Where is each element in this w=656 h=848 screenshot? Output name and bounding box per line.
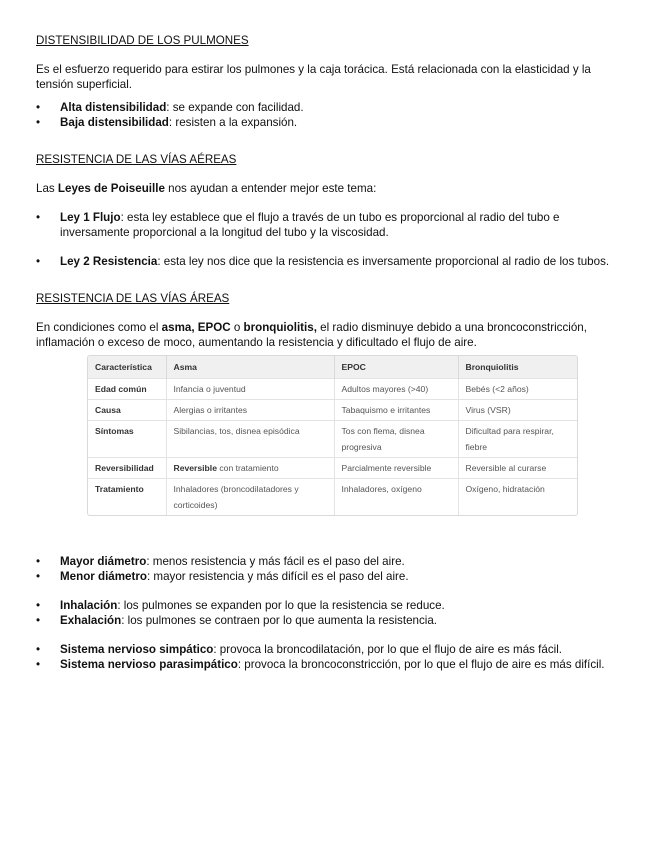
table-cell: Sibilancias, tos, disnea episódica bbox=[166, 421, 334, 458]
table-cell: Parcialmente reversible bbox=[334, 458, 458, 479]
table-row bbox=[88, 458, 577, 479]
list-item bbox=[36, 642, 628, 657]
term: Mayor diámetro bbox=[60, 555, 147, 568]
section3-intro bbox=[36, 320, 628, 350]
list-item bbox=[36, 100, 628, 115]
row-label: Síntomas bbox=[88, 421, 166, 458]
table-cell: Infancia o juventud bbox=[166, 379, 334, 400]
intro-text: Las bbox=[36, 182, 58, 195]
table-cell: Oxígeno, hidratación bbox=[458, 479, 577, 516]
table-cell: Reversible al curarse bbox=[458, 458, 577, 479]
table-cell: Tos con flema, disnea progresiva bbox=[334, 421, 458, 458]
definition: : los pulmones se expanden por lo que la resistencia se reduce. bbox=[117, 599, 445, 612]
document-page bbox=[36, 33, 628, 672]
definition: : esta ley establece que el flujo a través de un tubo es proporcional al radio del tubo e inversamente proporcional a la longitud del tubo y la viscosidad. bbox=[60, 211, 560, 239]
list-item bbox=[36, 115, 628, 130]
term: Exhalación bbox=[60, 614, 122, 627]
list-item bbox=[36, 569, 628, 584]
definition: : se expande con facilidad. bbox=[166, 101, 304, 114]
table-row bbox=[88, 400, 577, 421]
column-header: EPOC bbox=[334, 356, 458, 379]
table-row bbox=[88, 379, 577, 400]
column-header: Bronquiolitis bbox=[458, 356, 577, 379]
definition: : provoca la broncodilatación, por lo que el flujo de aire es más fácil. bbox=[213, 643, 563, 656]
list-item bbox=[36, 210, 628, 240]
column-header: Característica bbox=[88, 356, 166, 379]
definition: : los pulmones se contraen por lo que aumenta la resistencia. bbox=[121, 614, 438, 627]
intro-text: nos ayudan a entender mejor este tema: bbox=[164, 182, 377, 195]
definition: : esta ley nos dice que la resistencia es inversamente proporcional al radio de los tubos. bbox=[157, 255, 610, 268]
list-item bbox=[36, 598, 628, 613]
row-label: Reversibilidad bbox=[88, 458, 166, 479]
table-row bbox=[88, 479, 577, 516]
comparison-table-wrapper bbox=[87, 355, 578, 516]
intro-text: el radio disminuye debido a una broncoconstricción, inflamación o exceso de moco, aumentando la resistencia y dificultado el flujo de aire. bbox=[36, 321, 587, 349]
definition: : resisten a la expansión. bbox=[168, 116, 298, 129]
table-cell: Virus (VSR) bbox=[458, 400, 577, 421]
intro-text: En condiciones como el bbox=[36, 321, 162, 334]
section-heading-resistencia-areas: RESISTENCIA DE LAS VÍAS ÁREAS bbox=[36, 292, 230, 305]
table-cell: Bebés (<2 años) bbox=[458, 379, 577, 400]
poiseuille-law-1 bbox=[36, 210, 628, 240]
term: Sistema nervioso parasimpático bbox=[60, 658, 238, 671]
cell-bold: Reversible bbox=[173, 463, 217, 473]
intro-bold: Leyes de Poiseuille bbox=[57, 182, 165, 195]
row-label: Tratamiento bbox=[88, 479, 166, 516]
list-item bbox=[36, 657, 628, 672]
table-cell: Tabaquismo e irritantes bbox=[334, 400, 458, 421]
comparison-table bbox=[88, 356, 577, 515]
term: Ley 1 Flujo bbox=[60, 211, 121, 224]
distensibilidad-list bbox=[36, 100, 628, 130]
term: Ley 2 Resistencia bbox=[60, 255, 158, 268]
poiseuille-law-2 bbox=[36, 254, 628, 269]
table-cell: Dificultad para respirar, fiebre bbox=[458, 421, 577, 458]
term: Baja distensibilidad bbox=[60, 116, 169, 129]
term: Menor diámetro bbox=[60, 570, 147, 583]
section1-intro: Es el esfuerzo requerido para estirar los pulmones y la caja torácica. Está relacionada con la elasticidad y la tensión superficial. bbox=[36, 63, 591, 91]
list-item bbox=[36, 613, 628, 628]
term: Inhalación bbox=[60, 599, 118, 612]
table-cell: Inhaladores, oxígeno bbox=[334, 479, 458, 516]
table-cell: Alergias o irritantes bbox=[166, 400, 334, 421]
table-header-row bbox=[88, 356, 577, 379]
section-heading-distensibilidad: DISTENSIBILIDAD DE LOS PULMONES bbox=[36, 34, 249, 47]
intro-text: o bbox=[230, 321, 244, 334]
breathing-list bbox=[36, 598, 628, 628]
row-label: Causa bbox=[88, 400, 166, 421]
definition: : provoca la broncoconstricción, por lo que el flujo de aire es más difícil. bbox=[237, 658, 605, 671]
nervous-system-list bbox=[36, 642, 628, 672]
term: Alta distensibilidad bbox=[60, 101, 167, 114]
table-cell bbox=[166, 458, 334, 479]
diameter-list bbox=[36, 554, 628, 584]
row-label: Edad común bbox=[88, 379, 166, 400]
definition: : menos resistencia y más fácil es el paso del aire. bbox=[146, 555, 405, 568]
column-header: Asma bbox=[166, 356, 334, 379]
list-item bbox=[36, 254, 628, 269]
table-row bbox=[88, 421, 577, 458]
intro-bold: asma, EPOC bbox=[161, 321, 231, 334]
table-cell: Inhaladores (broncodilatadores y corticoides) bbox=[166, 479, 334, 516]
section-heading-resistencia-aereas: RESISTENCIA DE LAS VÍAS AÉREAS bbox=[36, 153, 237, 166]
definition: : mayor resistencia y más difícil es el paso del aire. bbox=[146, 570, 409, 583]
table-cell: Adultos mayores (>40) bbox=[334, 379, 458, 400]
cell-text: con tratamiento bbox=[216, 463, 279, 473]
intro-bold: bronquiolitis, bbox=[243, 321, 317, 334]
list-item bbox=[36, 554, 628, 569]
section2-intro bbox=[36, 181, 628, 196]
term: Sistema nervioso simpático bbox=[60, 643, 214, 656]
